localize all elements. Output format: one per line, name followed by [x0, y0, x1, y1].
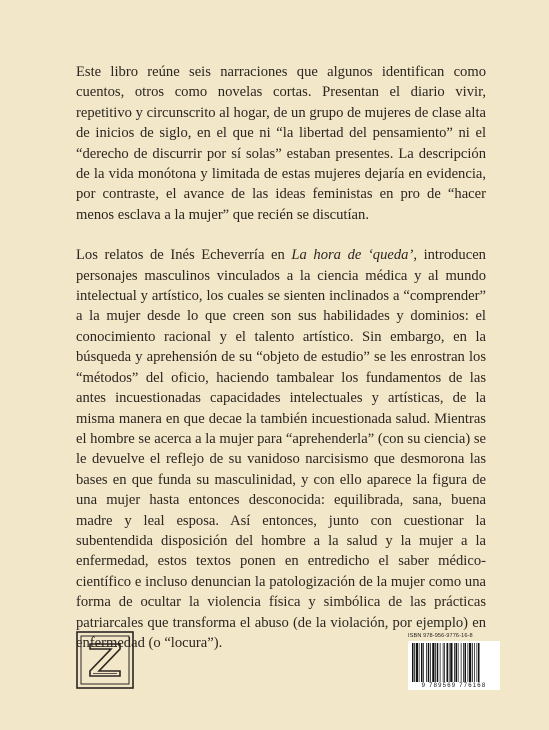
synopsis-paragraph-1: Este libro reúne seis narraciones que algunos identifican como cuentos, otros como novelas cortas. Presentan el diario vivir, repetitivo y circunscrito al hogar, de un grupo de mujeres de clase alta de inicios de siglo, en el que ni “la libertad del pensamiento” ni el “derecho de discurrir por sí solas” estaban presentes. La descripción de la vida monótona y limitada de estas mujeres dejaría en evidencia, por contraste, el avance de las ideas feministas en pro de “hacer menos esclava a la mujer” que recién se discutían. [76, 64, 486, 223]
paragraph-2-start: Los relatos de Inés Echeverría en [76, 247, 292, 264]
isbn-label: ISBN 978-956-9776-16-8 [408, 633, 473, 639]
book-title-italic: La hora de ‘queda’ [291, 247, 414, 264]
synopsis-paragraph-2 [76, 245, 486, 653]
synopsis-text [76, 62, 486, 653]
barcode-digits: 9 789569 776168 [408, 682, 500, 690]
paragraph-2-rest: , introducen personajes masculinos vinculados a la ciencia médica y al mundo intelectual y artístico, los cuales se sienten inclinados a “comprender” a la mujer desde lo que creen son sus habilidades y dominios: el conocimiento racional y el talento artístico. Sin embargo, en la búsqueda y aprehensión de su “objeto de estudio” se les enrostran los “métodos” del oficio, haciendo tambalear los fundamentos de las antes incuestionadas capacidades intelectuales y artísticas, de la misma manera en que decae la también incuestionada salud. Mientras el hombre se acerca a la mujer para “aprehenderla” (con su ciencia) se le devuelve el reflejo de su vanidoso narcisismo que desmorona las bases en que funda su masculinidad, y con ello aparece la figura de una mujer hasta entonces desconocida: equilibrada, sana, buena madre y leal esposa. Así entonces, junto con cuestionar la subentendida disposición del hombre a la salud y la mujer a la enfermedad, estos textos ponen en entredicho el saber médico-científico e incluso denuncian la patologización de la mujer como una forma de ocultar la violencia física y simbólica de las prácticas patriarcales que transforma el abuso (de la violación, por ejemplo) en enfermedad (o “locura”). [76, 247, 487, 651]
publisher-z-logo [76, 631, 134, 689]
z-logo-icon [76, 631, 134, 689]
